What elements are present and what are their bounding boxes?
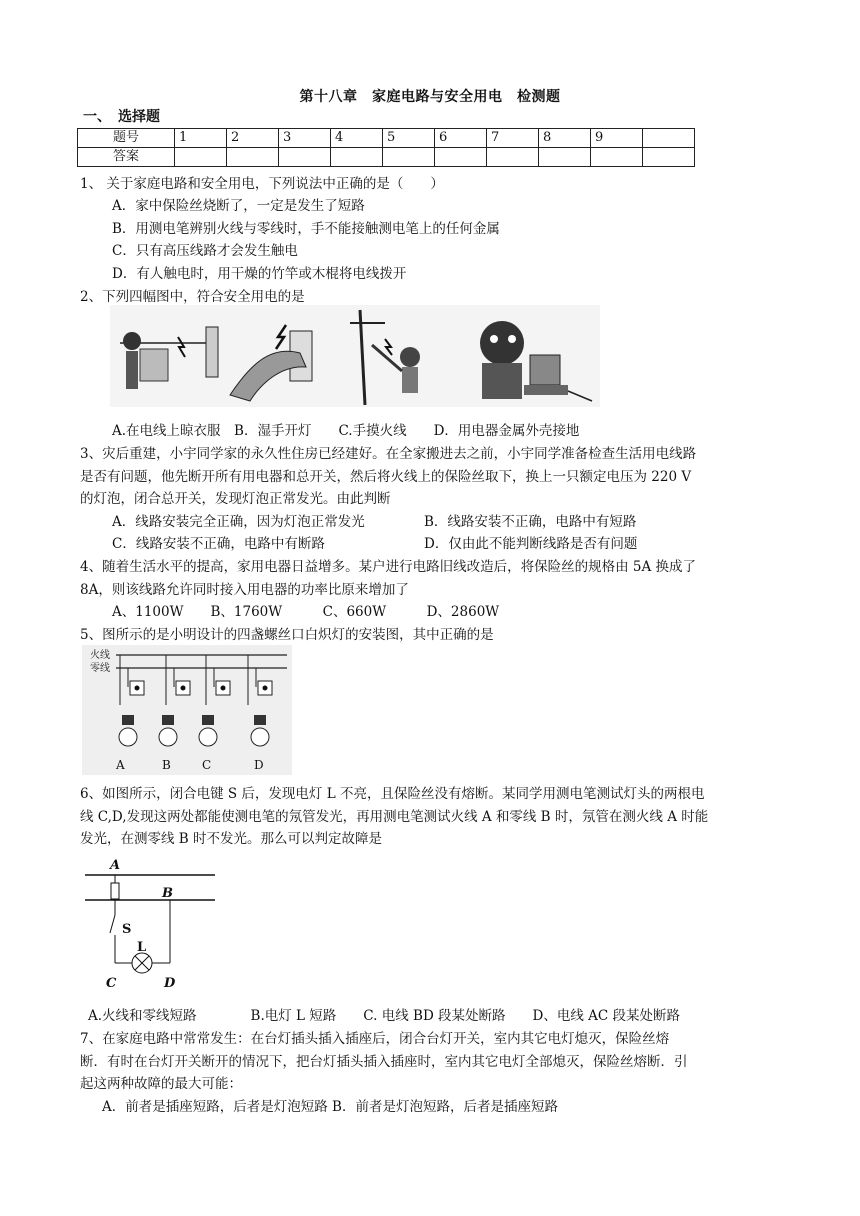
section-heading: 一、 选择题 [83, 109, 160, 125]
answer-table [77, 128, 695, 167]
lamp-label: B [162, 758, 171, 772]
question-3-line-3: 的灯泡，闭合总开关，发现灯泡正常发光。由此判断 [80, 491, 391, 507]
question-6-line-1: 6、如图所示，闭合电键 S 后，发现电灯 L 不亮，且保险丝没有熔断。某同学用测电笔测试灯头的两根电 [80, 786, 705, 802]
node-b-label: B [162, 886, 173, 901]
question-1-option-c: C．只有高压线路才会发生触电 [112, 243, 298, 259]
question-4-options: A、1100W B、1760W C、660W D、2860W [112, 604, 500, 620]
question-6-line-3: 发光，在测零线 B 时不发光。那么可以判定故障是 [80, 831, 383, 847]
answer-cell[interactable] [435, 148, 487, 167]
page-title: 第十八章 家庭电路与安全用电 检测题 [299, 89, 561, 105]
cell-number: 1 [175, 129, 227, 148]
lamp-wiring-figure [82, 645, 292, 775]
answer-cell[interactable] [279, 148, 331, 167]
question-6-options: A.火线和零线短路 B.电灯 L 短路 C. 电线 BD 段某处断路 D、电线 AC 段某处断路 [88, 1008, 681, 1024]
answer-cell[interactable] [331, 148, 383, 167]
question-7-line-3: 起这两种故障的最大可能： [80, 1076, 242, 1092]
question-3-line-2: 是否有问题，他先断开所有用电器和总开关，然后将火线上的保险丝取下，换上一只额定电压为 220 V [80, 469, 692, 485]
lamp-label: D [254, 758, 264, 772]
question-1-option-a: A．家中保险丝烧断了，一定是发生了短路 [112, 198, 365, 214]
cell-number: 4 [331, 129, 383, 148]
question-7-line-2: 断．有时在台灯开关断开的情况下，把台灯插头插入插座时，室内其它电灯全部熄灭，保险丝熔断．引 [80, 1054, 688, 1070]
question-1-stem: 1、 关于家庭电路和安全用电，下列说法中正确的是（ ） [80, 176, 444, 192]
question-2-stem: 2、下列四幅图中，符合安全用电的是 [80, 289, 305, 305]
question-3-option-d: D．仅由此不能判断线路是否有问题 [424, 536, 638, 552]
cell-number: 3 [279, 129, 331, 148]
switch-label: S [122, 922, 132, 937]
answer-cell[interactable] [487, 148, 539, 167]
table-row [78, 148, 695, 167]
cell-number: 8 [539, 129, 591, 148]
fuse-symbol [111, 883, 119, 899]
safety-pictures-figure [110, 305, 600, 407]
answer-cell[interactable] [643, 148, 695, 167]
question-2-options: A.在电线上晾衣服 B．湿手开灯 C.手摸火线 D．用电器金属外壳接地 [112, 423, 580, 439]
question-7-options: A．前者是插座短路，后者是灯泡短路 B．前者是灯泡短路，后者是插座短路 [102, 1099, 558, 1115]
question-3-line-1: 3、灾后重建，小宇同学家的永久性住房已经建好。在全家搬进去之前，小宇同学准备检查生活用电线路 [80, 446, 697, 462]
answer-cell[interactable] [227, 148, 279, 167]
question-1-option-b: B．用测电笔辨别火线与零线时，手不能接触测电笔上的任何金属 [112, 221, 500, 237]
answer-cell[interactable] [383, 148, 435, 167]
live-wire-label: 火线 [90, 650, 110, 661]
question-3-option-a: A．线路安装完全正确，因为灯泡正常发光 [112, 514, 365, 530]
lamp-label: A [116, 758, 125, 772]
cell-number: 6 [435, 129, 487, 148]
lamp-label: L [137, 940, 147, 955]
table-row [78, 129, 695, 148]
node-c-label: C [106, 976, 117, 991]
question-4-line-2: 8A，则该线路允许同时接入用电器的功率比原来增加了 [80, 582, 409, 598]
cell-number: 2 [227, 129, 279, 148]
question-3-option-c: C．线路安装不正确，电路中有断路 [112, 536, 325, 552]
question-7-line-1: 7、在家庭电路中常常发生：在台灯插头插入插座后，闭合台灯开关，室内其它电灯熄灭，保险丝熔 [80, 1031, 670, 1047]
answer-cell[interactable] [175, 148, 227, 167]
cell-number: 9 [591, 129, 643, 148]
cell-number: 5 [383, 129, 435, 148]
row-label-answer: 答案 [78, 148, 175, 167]
answer-cell[interactable] [539, 148, 591, 167]
circuit-diagram-figure [80, 853, 220, 993]
cell-number [643, 129, 695, 148]
neutral-wire-label: 零线 [90, 663, 110, 674]
question-5-stem: 5、图所示的是小明设计的四盏螺丝口白炽灯的安装图，其中正确的是 [80, 627, 494, 643]
node-a-label: A [110, 858, 121, 873]
question-4-line-1: 4、随着生活水平的提高，家用电器日益增多。某户进行电路旧线改造后，将保险丝的规格由 5A 换成了 [80, 559, 697, 575]
cell-number: 7 [487, 129, 539, 148]
question-1-option-d: D．有人触电时，用干燥的竹竿或木棍将电线拨开 [112, 266, 407, 282]
answer-cell[interactable] [591, 148, 643, 167]
question-3-option-b: B．线路安装不正确，电路中有短路 [424, 514, 637, 530]
row-label-number: 题号 [78, 129, 175, 148]
lamp-label: C [202, 758, 212, 772]
node-d-label: D [164, 976, 176, 991]
question-6-line-2: 线 C,D,发现这两处都能使测电笔的氖管发光，再用测电笔测试火线 A 和零线 B 时，氖管在测火线 A 时能 [80, 809, 709, 825]
